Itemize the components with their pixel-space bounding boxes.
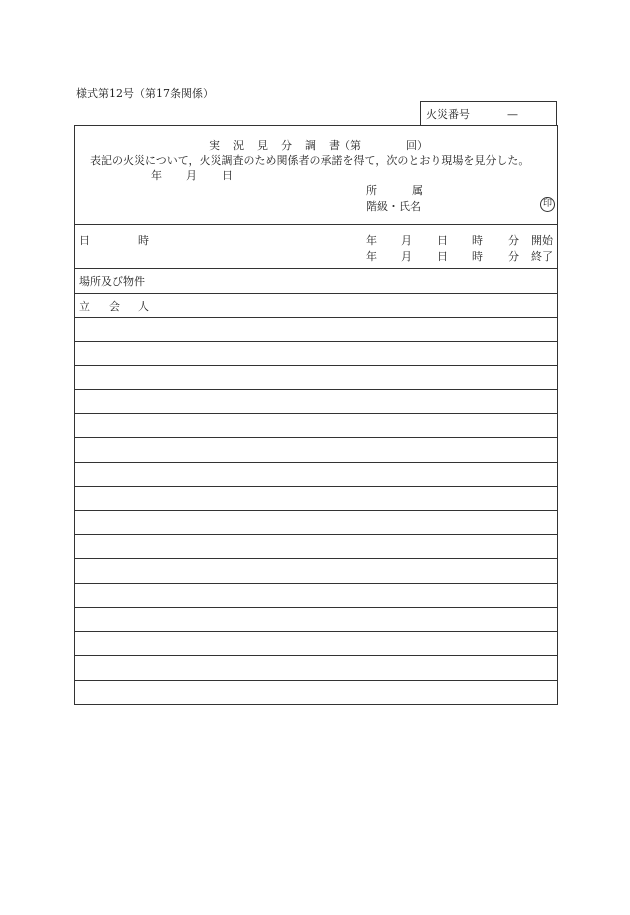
affiliation-label: 属: [412, 184, 423, 197]
start-minute-unit: 分: [508, 234, 519, 247]
title-char: 況: [233, 139, 244, 152]
writing-line: [74, 413, 558, 414]
title-char: 実: [209, 139, 220, 152]
rank-name-label: 階級・氏名: [366, 200, 421, 213]
start-year-unit: 年: [366, 234, 377, 247]
end-day-unit: 日: [437, 250, 448, 263]
title-char: 書: [329, 139, 340, 152]
writing-line: [74, 655, 558, 656]
title-char: 見: [257, 139, 268, 152]
writing-line: [74, 510, 558, 511]
row-divider: [74, 268, 558, 269]
writing-line: [74, 437, 558, 438]
inspection-report-frame: [74, 125, 558, 705]
datetime-label: 日: [79, 234, 90, 247]
writing-line: [74, 607, 558, 608]
writing-line: [74, 365, 558, 366]
date-year: 年: [151, 169, 162, 182]
writing-line: [74, 341, 558, 342]
row-divider: [74, 224, 558, 225]
writing-line: [74, 486, 558, 487]
start-hour-unit: 時: [472, 234, 483, 247]
writing-line: [74, 462, 558, 463]
start-label: 開始: [531, 234, 553, 247]
writing-line: [74, 558, 558, 559]
writing-line: [74, 680, 558, 681]
title-char: 調: [305, 139, 316, 152]
end-month-unit: 月: [401, 250, 412, 263]
end-label: 終了: [531, 250, 553, 263]
title-char: 分: [281, 139, 292, 152]
date-month: 月: [186, 169, 197, 182]
fire-number-dash: —: [507, 108, 518, 121]
place-and-property-label: 場所及び物件: [79, 275, 145, 288]
consent-statement: 表記の火災について，火災調査のため関係者の承諾を得て，次のとおり現場を見分した。: [90, 154, 530, 167]
end-year-unit: 年: [366, 250, 377, 263]
date-day: 日: [222, 169, 233, 182]
start-month-unit: 月: [401, 234, 412, 247]
witness-label: 人: [138, 300, 149, 313]
fire-number-label: 火災番号: [426, 108, 470, 121]
end-hour-unit: 時: [472, 250, 483, 263]
title-round-open: （第: [339, 139, 361, 152]
writing-line: [74, 631, 558, 632]
writing-line: [74, 534, 558, 535]
form-number: 様式第12号（第17条関係）: [76, 87, 214, 100]
writing-line: [74, 583, 558, 584]
row-divider: [74, 293, 558, 294]
fire-number-box: [420, 101, 557, 125]
writing-line: [74, 389, 558, 390]
datetime-label: 時: [138, 234, 149, 247]
title-round-close: 回）: [406, 139, 428, 152]
seal-mark: 印: [540, 197, 555, 212]
end-minute-unit: 分: [508, 250, 519, 263]
start-day-unit: 日: [437, 234, 448, 247]
affiliation-label: 所: [366, 184, 377, 197]
witness-label: 会: [109, 300, 120, 313]
writing-line: [74, 317, 558, 318]
witness-label: 立: [79, 300, 90, 313]
